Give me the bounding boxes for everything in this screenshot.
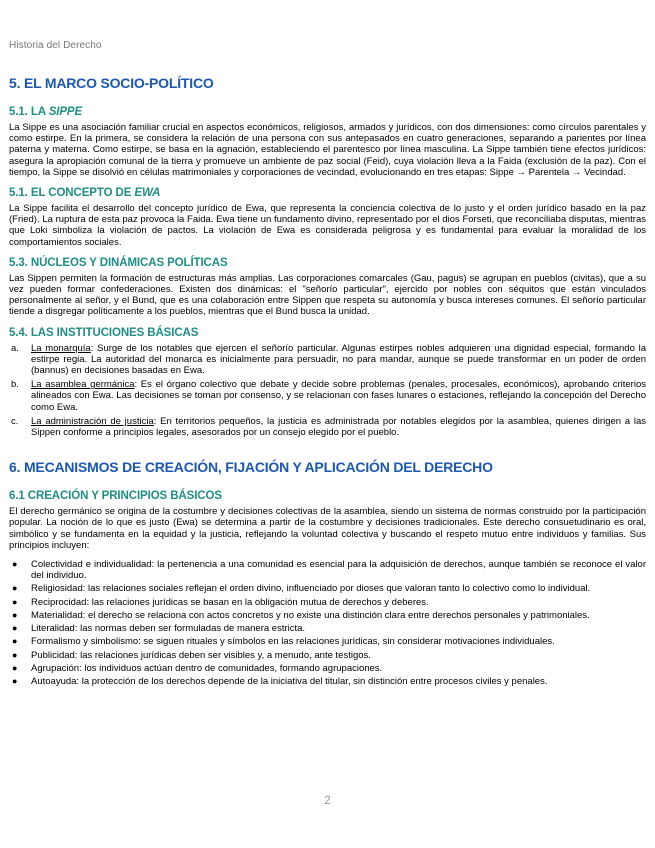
- list-item-text: Materialidad: el derecho se relaciona con actos concretos y no existe una distinción clara entre derechos personales y patrimoniales.: [31, 609, 590, 621]
- list-item-text: : Surge de los notables que ejercen el señorío particular. Algunas estirpes nobles adquieren una dignidad especial, formando la estirpe regia. La autoridad del monarca es inicialmente para persuadir, no para mandar, aunque se puede transformar en un poder de orden (bannus) en decisiones basadas en Ewa.: [31, 342, 647, 377]
- principles-list: [9, 559, 646, 687]
- list-item: [9, 379, 646, 413]
- list-item-text: : En territorios pequeños, la justicia es administrada por notables elegidos por la asamblea, quienes dirigen a las Sippen conforme a principios legales, asesorados por un consejo elegido por el pueblo.: [31, 415, 646, 439]
- list-marker: b.: [11, 379, 19, 391]
- bullet-icon: ●: [12, 596, 18, 607]
- list-item: [9, 610, 646, 621]
- list-marker: a.: [11, 342, 19, 354]
- bullet-icon: ●: [12, 636, 18, 647]
- section-6-title: 6. MECANISMOS DE CREACIÓN, FIJACIÓN Y APLICACIÓN DEL DERECHO: [9, 459, 493, 476]
- list-item: [9, 636, 646, 647]
- list-item-term: La asamblea germánica: [31, 379, 135, 391]
- bullet-icon: ●: [12, 649, 18, 660]
- section-5-1-sippe-term: SIPPE: [48, 106, 83, 118]
- bullet-icon: ●: [12, 675, 18, 686]
- list-item-text: Colectividad e individualidad: la pertenencia a una comunidad es esencial para la adquisición de derechos, aunque también se reconoce el valor del individuo.: [31, 559, 646, 582]
- list-item-text: Agrupación: los individuos actúan dentro de comunidades, formando agrupaciones.: [31, 662, 383, 674]
- section-5-1-ewa-title: [9, 186, 646, 200]
- list-item: [9, 676, 646, 687]
- list-item-text: Literalidad: las normas deben ser formuladas de manera estricta.: [31, 623, 306, 635]
- bullet-icon: ●: [12, 662, 18, 673]
- list-item-text: Publicidad: las relaciones jurídicas deben ser visibles y, a menudo, ante testigos.: [31, 649, 371, 661]
- section-5-4-title: 5.4. LAS INSTITUCIONES BÁSICAS: [9, 326, 199, 339]
- page-number: 2: [324, 793, 331, 807]
- section-6-1-body: El derecho germánico se origina de la costumbre y decisiones colectivas de la asamblea, siendo un sistema de normas construido por la participación popular. La noción de lo que es justo (Ewa) se determina a partir de la costumbre y decisiones tradicionales. Este derecho consuetudinario es oral, simbólico y se fundamenta en la equidad y la justicia, reflejando la voluntad colectiva y buscando el respeto mutuo entre individuos y familias. Sus principios incluyen:: [9, 506, 646, 551]
- page-content: [9, 74, 646, 689]
- bullet-icon: ●: [12, 559, 18, 570]
- section-5-1-sippe-body: La Sippe es una asociación familiar crucial en aspectos económicos, religiosos, armados y jurídicos, con dos dimensiones: como círculos parentales y como estirpe. En la primera, se considera la relación de una persona con sus antepasados en cuatro generaciones, separando a parientes por línea paterna y materna. Como estirpe, se basa en la agnación, estableciendo el parentesco por línea masculina. La Sippe también tiene efectos jurídicos: asegura la apropiación comunal de la tierra y promueve un ambiente de paz social (Feid), cuya violación lleva a la Faida (exclusión de la paz). Con el tiempo, la Sippe se disolvió en células matrimoniales y corporaciones de vecindad, evolucionando en tres etapas: Sippe → Parentela → Vecindad.: [9, 122, 646, 178]
- running-header: Historia del Derecho: [9, 40, 102, 51]
- list-item: [9, 583, 646, 594]
- section-5-1-sippe-prefix: 5.1. LA: [9, 106, 49, 118]
- section-5-title: 5. EL MARCO SOCIO-POLÍTICO: [9, 75, 214, 91]
- list-item-text: Autoayuda: la protección de los derechos depende de la iniciativa del titular, sin distinción entre procesos civiles y penales.: [31, 675, 548, 687]
- list-item: [9, 343, 646, 377]
- list-item: [9, 416, 646, 438]
- list-item: [9, 663, 646, 674]
- list-item-text: Religiosidad: las relaciones sociales reflejan el orden divino, influenciado por dioses que valoran tanto lo colectivo como lo individual.: [31, 583, 591, 595]
- section-5-1-ewa-term: EWA: [134, 187, 161, 200]
- bullet-icon: ●: [12, 583, 18, 594]
- list-marker: c.: [11, 415, 19, 427]
- section-5-1-sippe-title: [9, 105, 646, 119]
- list-item-term: La monarquía: [31, 342, 91, 354]
- section-5-3-title: 5.3. NÚCLEOS Y DINÁMICAS POLÍTICAS: [9, 256, 228, 269]
- bullet-icon: ●: [12, 623, 18, 634]
- section-6-1-title: 6.1 CREACIÓN Y PRINCIPIOS BÁSICOS: [9, 490, 222, 503]
- list-item: [9, 650, 646, 661]
- list-item: [9, 623, 646, 634]
- institutions-list: [9, 343, 646, 439]
- list-item-text: Formalismo y simbolismo: se siguen rituales y símbolos en las relaciones jurídicas, sin considerar motivaciones individuales.: [31, 636, 555, 648]
- list-item: [9, 559, 646, 581]
- section-5-3-body: Las Sippen permiten la formación de estructuras más amplias. Las corporaciones comarcales (Gau, pagus) se agrupan en pueblos (civitas), que a su vez pueden formar confederaciones. Existen dos dinámicas: el "señorío particular", ejercido por nobles con séquitos que están vinculados personalmente al señor, y el Bund, que es una colaboración entre Sippen que respeta su autonomía y busca intereses comunes. El señorío particular tiende a disgregar políticamente a los pueblos, mientras que el Bund busca la unidad.: [9, 272, 646, 318]
- list-item-term: La administración de justicia: [31, 415, 154, 427]
- section-5-1-ewa-body: La Sippe facilita el desarrollo del concepto jurídico de Ewa, que representa la conciencia colectiva de lo justo y el orden jurídico basado en la paz (Fried). La ruptura de esta paz provoca la Faida. Ewa tiene un fundamento divino, representado por el dios Forseti, que reconciliaba disputas, mientras que Loki simboliza la violación de pactos. La violación de Ewa es considerada peligrosa y es fundamental para evaluar la moralidad de los comportamientos sociales.: [9, 203, 646, 248]
- bullet-icon: ●: [12, 609, 18, 620]
- list-item-text: Reciprocidad: las relaciones jurídicas se basan en la obligación mutua de derechos y deberes.: [31, 596, 429, 608]
- list-item-text: : Es el órgano colectivo que debate y decide sobre problemas (penales, procesales, económicos), aprobando criterios alineados con Ewa. Las decisiones se toman por consenso, y se relacionan con fases lunares o estaciones, reflejando la concepción del Derecho como Ewa.: [31, 379, 646, 413]
- section-5-1-ewa-prefix: 5.1. EL CONCEPTO DE: [9, 187, 135, 200]
- list-item: [9, 597, 646, 608]
